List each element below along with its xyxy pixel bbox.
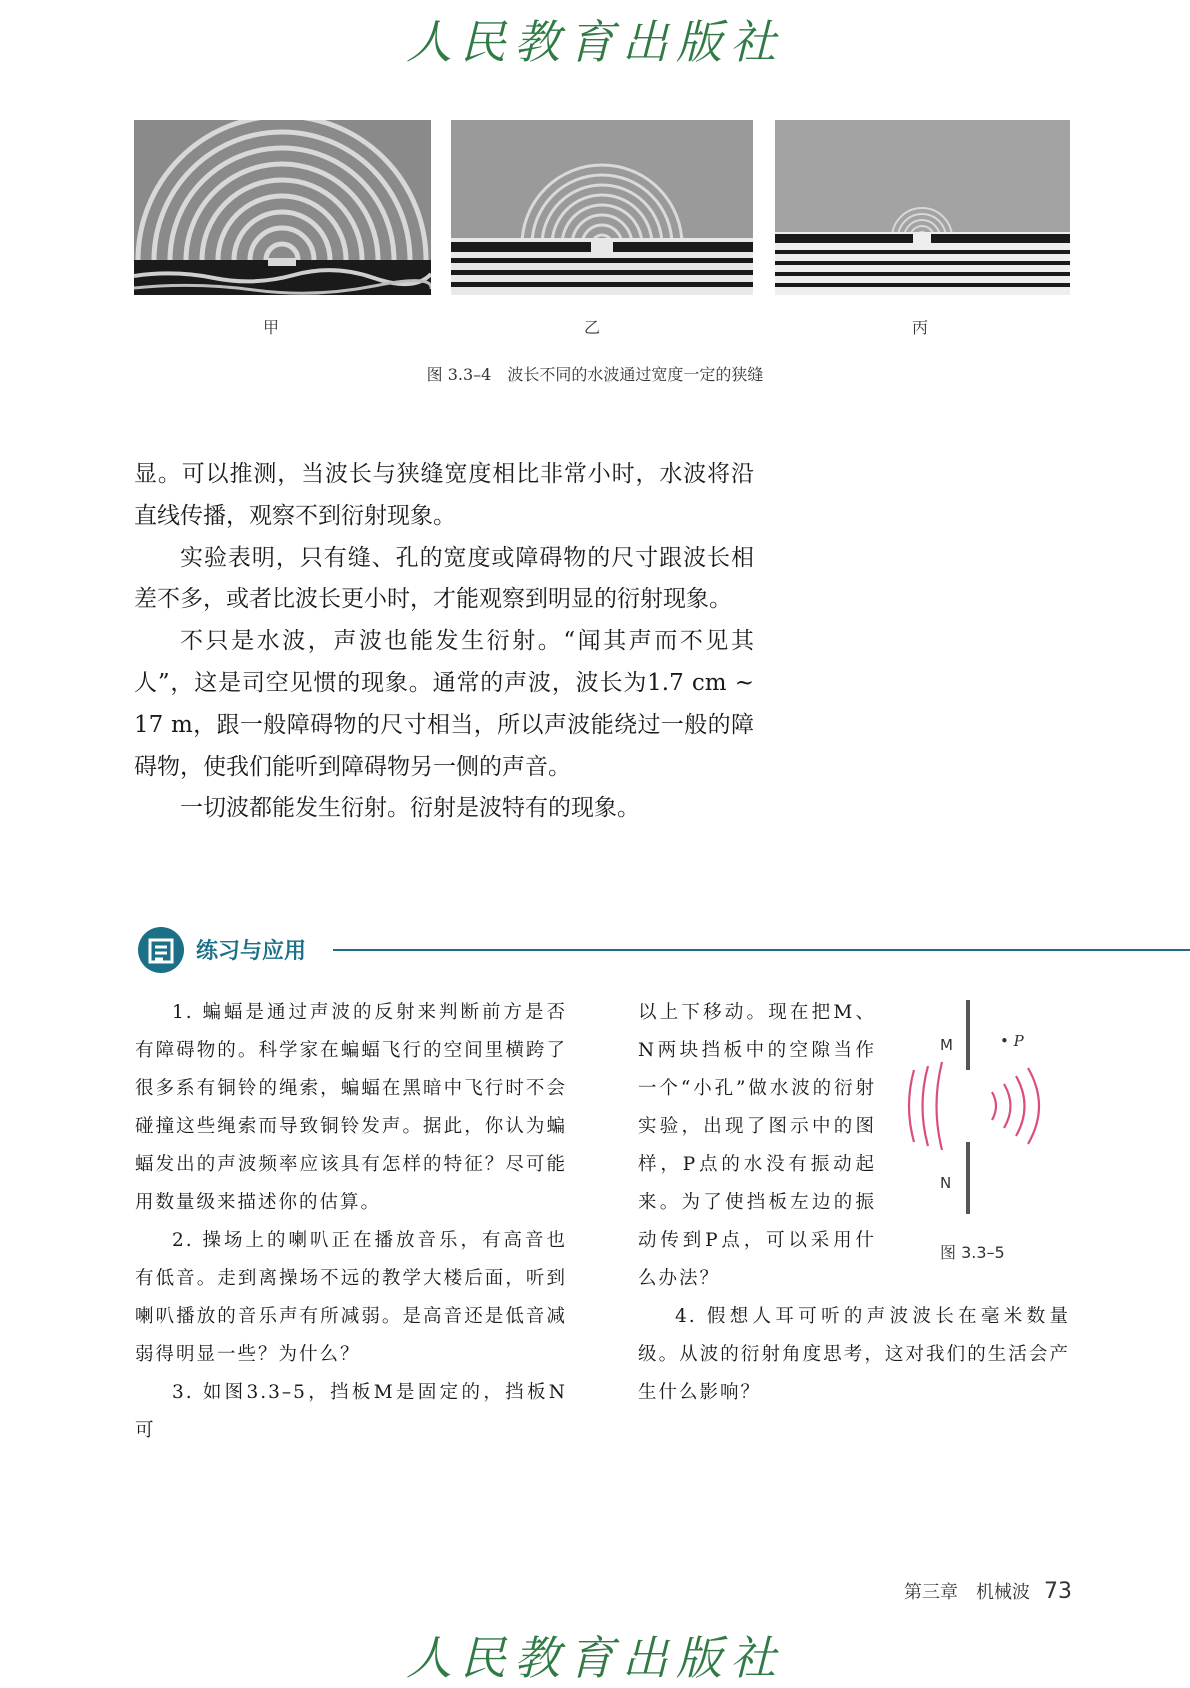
label-n: N xyxy=(940,1174,952,1192)
paragraph: 显。可以推测，当波长与狭缝宽度相比非常小时，水波将沿直线传播，观察不到衍射现象。 xyxy=(134,461,754,529)
publisher-logo-top: 人民教育出版社 xyxy=(406,15,784,69)
section-title: 练习与应用 xyxy=(196,939,307,964)
chapter-title: 第三章 机械波 xyxy=(904,1582,1030,1603)
section-divider xyxy=(333,949,1190,951)
paragraph: 不只是水波，声波也能发生衍射。“闻其声而不见其人”，这是司空见惯的现象。通常的声波，波长为1.7 cm ~ 17 m，跟一般障碍物的尺寸相当，所以声波能绕过一般的障碍物，使我们能听到障碍物另一侧的声音。 xyxy=(134,628,754,780)
label-m: M xyxy=(940,1036,953,1054)
page-footer xyxy=(904,1578,1072,1604)
photo-jia xyxy=(134,120,431,295)
sublabel-jia: 甲 xyxy=(263,318,280,337)
paragraph: 一切波都能发生衍射。衍射是波特有的现象。 xyxy=(180,795,640,822)
exercises-right-column xyxy=(638,994,876,1298)
exercise-3-start: 3. 如图3.3–5，挡板M是固定的，挡板N可 xyxy=(135,1382,567,1441)
figure-334-caption: 图 3.3–4 波长不同的水波通过宽度一定的狭缝 xyxy=(426,365,764,384)
exercises-left-column xyxy=(135,994,567,1450)
page-number: 73 xyxy=(1044,1579,1072,1604)
figure-335-diagram xyxy=(900,1000,1075,1230)
exercise-3-continued: 以上下移动。现在把M、N两块挡板中的空隙当作一个“小孔”做水波的衍射实验，出现了图示中的图样，P点的水没有振动起来。为了使挡板左边的振动传到P点，可以采用什么办法？ xyxy=(638,1002,876,1289)
label-p: • P xyxy=(1000,1032,1024,1050)
wavefronts xyxy=(909,1062,1039,1150)
exercise-4: 4. 假想人耳可听的声波波长在毫米数量级。从波的衍射角度思考，这对我们的生活会产生什么影响？ xyxy=(638,1306,1070,1403)
sublabel-bing: 丙 xyxy=(912,318,929,337)
photo-yi xyxy=(451,120,753,295)
exercises-right-column-bottom xyxy=(638,1298,1070,1412)
figure-335-caption: 图 3.3–5 xyxy=(940,1243,1005,1262)
exercise-1: 1. 蝙蝠是通过声波的反射来判断前方是否有障碍物的。科学家在蝙蝠飞行的空间里横跨了很多系有铜铃的绳索，蝙蝠在黑暗中飞行时不会碰撞这些绳索而导致铜铃发声。据此，你认为蝙蝠发出的声波频率应该具有怎样的特征？尽可能用数量级来描述你的估算。 xyxy=(135,1002,567,1213)
exercise-book-icon xyxy=(137,926,185,974)
sublabel-yi: 乙 xyxy=(584,318,601,337)
publisher-logo-bottom: 人民教育出版社 xyxy=(406,1631,784,1685)
paragraph: 实验表明，只有缝、孔的宽度或障碍物的尺寸跟波长相差不多，或者比波长更小时，才能观察到明显的衍射现象。 xyxy=(134,544,754,613)
photo-bing xyxy=(775,120,1070,295)
exercise-2: 2. 操场上的喇叭正在播放音乐，有高音也有低音。走到离操场不远的教学大楼后面，听到喇叭播放的音乐声有所减弱。是高音还是低音减弱得明显一些？为什么？ xyxy=(135,1230,567,1365)
body-text xyxy=(134,454,754,830)
